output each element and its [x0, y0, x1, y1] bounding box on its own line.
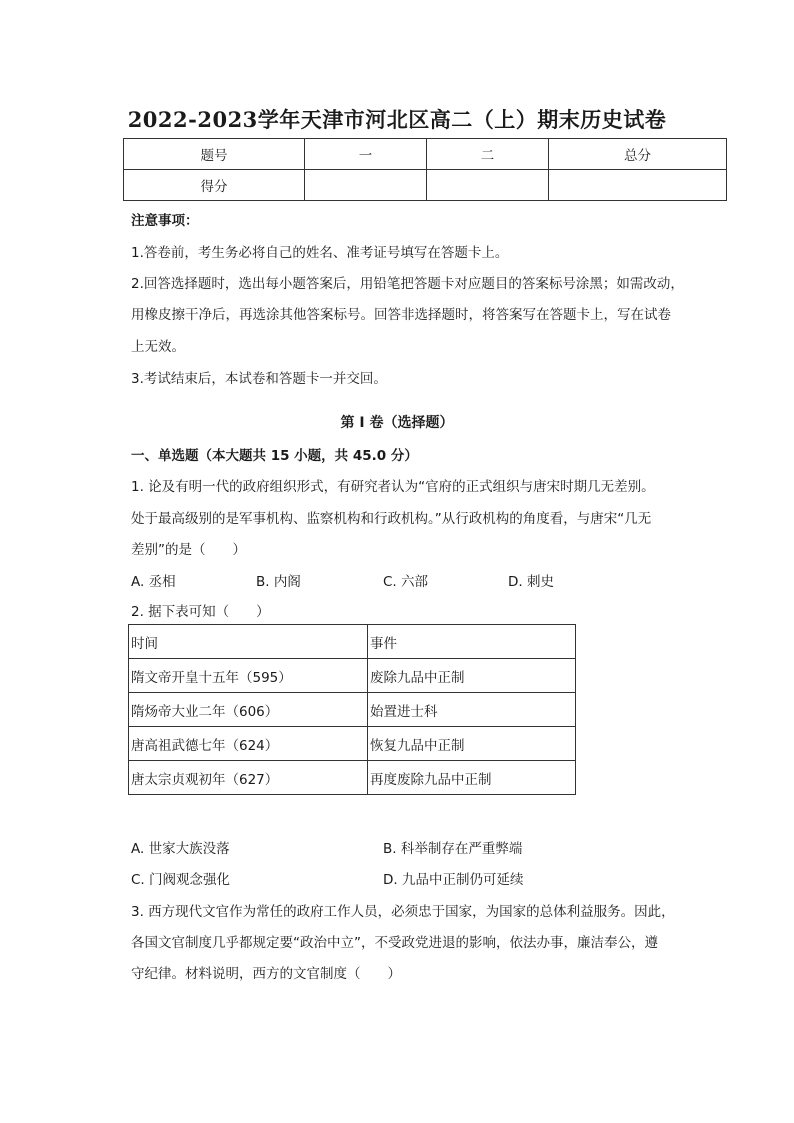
question-1-option-b: B. 内阁 [256, 574, 301, 590]
question-3-stem: 3. 西方现代文官作为常任的政府工作人员，必须忠于国家，为国家的总体利益服务。因此， [131, 904, 675, 920]
table-header-row [129, 625, 576, 659]
section-title: 第 I 卷（选择题） [340, 415, 454, 431]
score-header-cell: 二 [427, 139, 549, 170]
score-table [123, 138, 727, 201]
table-cell: 隋炀帝大业二年（606） [129, 693, 368, 727]
question-2-stem: 2. 据下表可知（ ） [131, 604, 270, 620]
question-2-option-b: B. 科举制存在严重弊端 [383, 841, 523, 857]
score-cell[interactable] [305, 170, 427, 201]
table-row [129, 727, 576, 761]
score-header-cell: 总分 [549, 139, 727, 170]
table-cell: 废除九品中正制 [368, 659, 576, 693]
score-header-cell: 题号 [124, 139, 305, 170]
notice-line: 用橡皮擦干净后，再选涂其他答案标号。回答非选择题时，将答案写在答题卡上，写在试卷 [131, 307, 671, 323]
question-3-stem: 守纪律。材料说明，西方的文官制度（ ） [131, 966, 401, 982]
question-2-option-a: A. 世家大族没落 [131, 841, 230, 857]
table-cell: 始置进士科 [368, 693, 576, 727]
table-row [129, 693, 576, 727]
notice-line: 3.考试结束后，本试卷和答题卡一并交回。 [131, 371, 387, 387]
table-header-cell: 事件 [368, 625, 576, 659]
table-row [129, 761, 576, 795]
notice-heading: 注意事项： [131, 213, 199, 229]
score-header-cell: 一 [305, 139, 427, 170]
question-3-stem: 各国文官制度几乎都规定要“政治中立”，不受政党进退的影响，依法办事，廉洁奉公，遵 [131, 935, 658, 951]
question-1-stem: 差别”的是（ ） [131, 542, 246, 558]
question-1-stem: 处于最高级别的是军事机构、监察机构和行政机构。”从行政机构的角度看，与唐宋“几无 [131, 511, 652, 527]
question-2-option-c: C. 门阀观念强化 [131, 872, 231, 888]
question-1-stem: 1. 论及有明一代的政府组织形式，有研究者认为“官府的正式组织与唐宋时期几无差别。 [131, 479, 655, 495]
table-header-cell: 时间 [129, 625, 368, 659]
table-row [129, 659, 576, 693]
notice-line: 1.答卷前，考生务必将自己的姓名、准考证号填写在答题卡上。 [131, 245, 509, 261]
notice-line: 上无效。 [131, 339, 185, 355]
notice-line: 2.回答选择题时，选出每小题答案后，用铅笔把答题卡对应题目的答案标号涂黑；如需改动， [131, 276, 684, 292]
question-1-option-a: A. 丞相 [131, 574, 176, 590]
score-cell[interactable] [427, 170, 549, 201]
page-title: 2022-2023学年天津市河北区高二（上）期末历史试卷 [127, 107, 667, 132]
score-row-label: 得分 [124, 170, 305, 201]
table-cell: 唐高祖武德七年（624） [129, 727, 368, 761]
score-table-header-row [124, 139, 727, 170]
question-1-option-d: D. 刺史 [508, 574, 554, 590]
question-2-table [128, 624, 576, 795]
score-cell[interactable] [549, 170, 727, 201]
table-cell: 隋文帝开皇十五年（595） [129, 659, 368, 693]
part-heading: 一、单选题（本大题共 15 小题，共 45.0 分） [131, 448, 418, 464]
question-1-option-c: C. 六部 [383, 574, 429, 590]
table-cell: 恢复九品中正制 [368, 727, 576, 761]
table-cell: 唐太宗贞观初年（627） [129, 761, 368, 795]
score-table-score-row [124, 170, 727, 201]
table-cell: 再度废除九品中正制 [368, 761, 576, 795]
question-2-option-d: D. 九品中正制仍可延续 [383, 872, 524, 888]
